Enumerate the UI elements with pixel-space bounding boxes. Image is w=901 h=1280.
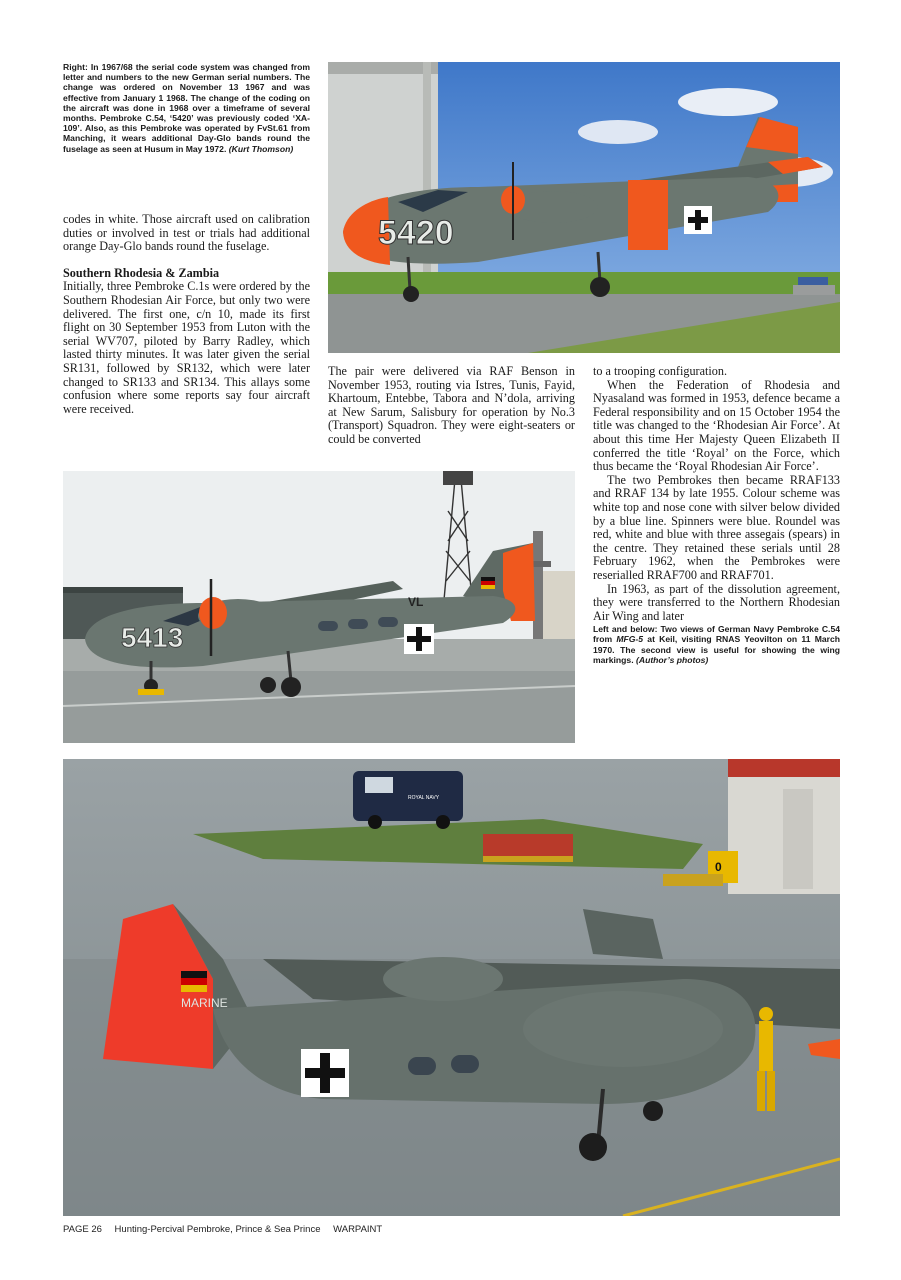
photo-pembroke-5420	[328, 62, 840, 353]
photo-pembroke-marine-art	[63, 759, 840, 1216]
photo-pembroke-5413	[63, 471, 575, 743]
caption-top-text: Right: In 1967/68 the serial code system was changed from letter and numbers to the new German serial numbers. The change was ordered on November 13 1967 and was effective from January 1 1968. The change of the coding on the aircraft was done in 1968 over a timeframe of several months. Pembroke C.54, ‘5420’ was previously coded ‘XA-109’. Also, as this Pembroke was operated by FvSt.61 from Manching, it wears additional Day-Glo bands round the fuselage as seen at Husum in May 1972.	[63, 62, 310, 154]
page-footer	[63, 1224, 392, 1235]
caption-mid-pre: Left and below: Two views of German Navy Pembroke C.54 from	[593, 624, 840, 645]
col3-paragraph-4: In 1963, as part of the dissolution agreement, they were transferred to the Northern Rhodesian Air Wing and later	[593, 581, 840, 623]
photo2-serial: 5413	[121, 622, 184, 653]
column-1	[63, 213, 310, 416]
caption-mid-unit: MFG-5	[616, 634, 644, 645]
footer-page-number: PAGE 26	[63, 1224, 102, 1235]
photo1-serial: 5420	[378, 214, 454, 252]
caption-mid-credit: (Author’s photos)	[636, 654, 709, 665]
col1-paragraph-2: Initially, three Pembroke C.1s were ordered by the Southern Rhodesian Air Force, but only two were delivered. The first one, c/n 10, made its first flight on 30 September 1953 from Luton with the serial WV707, piloted by Barry Radley, which lasted thirty minutes. It was later given the serial SR131, followed by SR132, which were later changed to SR133 and SR134. This allays some confusion where some reports say four aircraft were received.	[63, 279, 310, 416]
caption-mid	[593, 624, 840, 665]
col3-paragraph-3: The two Pembrokes then became RRAF133 and RRAF 134 by late 1955. Colour scheme was white top and nose cone with silver below divided by a blue line. Spinners were blue. Roundel was red, white and blue with three assegais (spears) in the centre. They retained these serials until 28 February 1962, when the Pembrokes were reserialled RRAF700 and RRAF701.	[593, 472, 840, 582]
sign-text: 0	[715, 860, 722, 874]
column-3	[593, 365, 840, 665]
balkenkreuz-icon	[684, 206, 712, 234]
balkenkreuz-icon	[404, 624, 434, 654]
col2-paragraph-1: The pair were delivered via RAF Benson in November 1953, routing via Istres, Tunis, Fayid, Khartoum, Entebbe, Tabora and N’dola, arriving at New Sarum, Salisbury for operation by No.3 (Transport) Squadron. They were eight-seaters or could be converted	[328, 364, 575, 446]
caption-top-credit: (Kurt Thomson)	[228, 143, 294, 154]
van-text: ROYAL NAVY	[408, 795, 440, 801]
photo-pembroke-5420-art	[328, 62, 840, 353]
col3-paragraph-1: to a trooping configuration.	[593, 364, 728, 378]
col3-paragraph-2: When the Federation of Rhodesia and Nyasaland was formed in 1953, defence became a Federal responsibility and on 15 October 1954 the title was changed to the ‘Rhodesian Air Force’. At about this time Her Majesty Queen Elizabeth II conferred the title ‘Royal’ on the Force, which thus became the ‘Royal Rhodesian Air Force’.	[593, 377, 840, 474]
photo-pembroke-marine	[63, 759, 840, 1216]
column-2	[328, 365, 575, 447]
section-heading: Southern Rhodesia & Zambia	[63, 265, 220, 280]
tail-text: MARINE	[181, 996, 228, 1010]
caption-mid-post: at Keil, visiting RNAS Yeovilton on 11 March 1970. The second view is useful for showing the wing markings.	[593, 634, 841, 665]
caption-top	[63, 62, 310, 154]
col1-paragraph-1: codes in white. Those aircraft used on calibration duties or involved in test or trials had additional orange Day-Glo bands round the fuselage.	[63, 212, 310, 254]
footer-brand: WARPAINT	[333, 1224, 383, 1235]
footer-book-title: Hunting-Percival Pembroke, Prince & Sea Prince	[114, 1224, 321, 1235]
photo-pembroke-5413-art	[63, 471, 575, 743]
photo2-code: VL	[408, 595, 424, 609]
balkenkreuz-icon	[301, 1049, 349, 1097]
